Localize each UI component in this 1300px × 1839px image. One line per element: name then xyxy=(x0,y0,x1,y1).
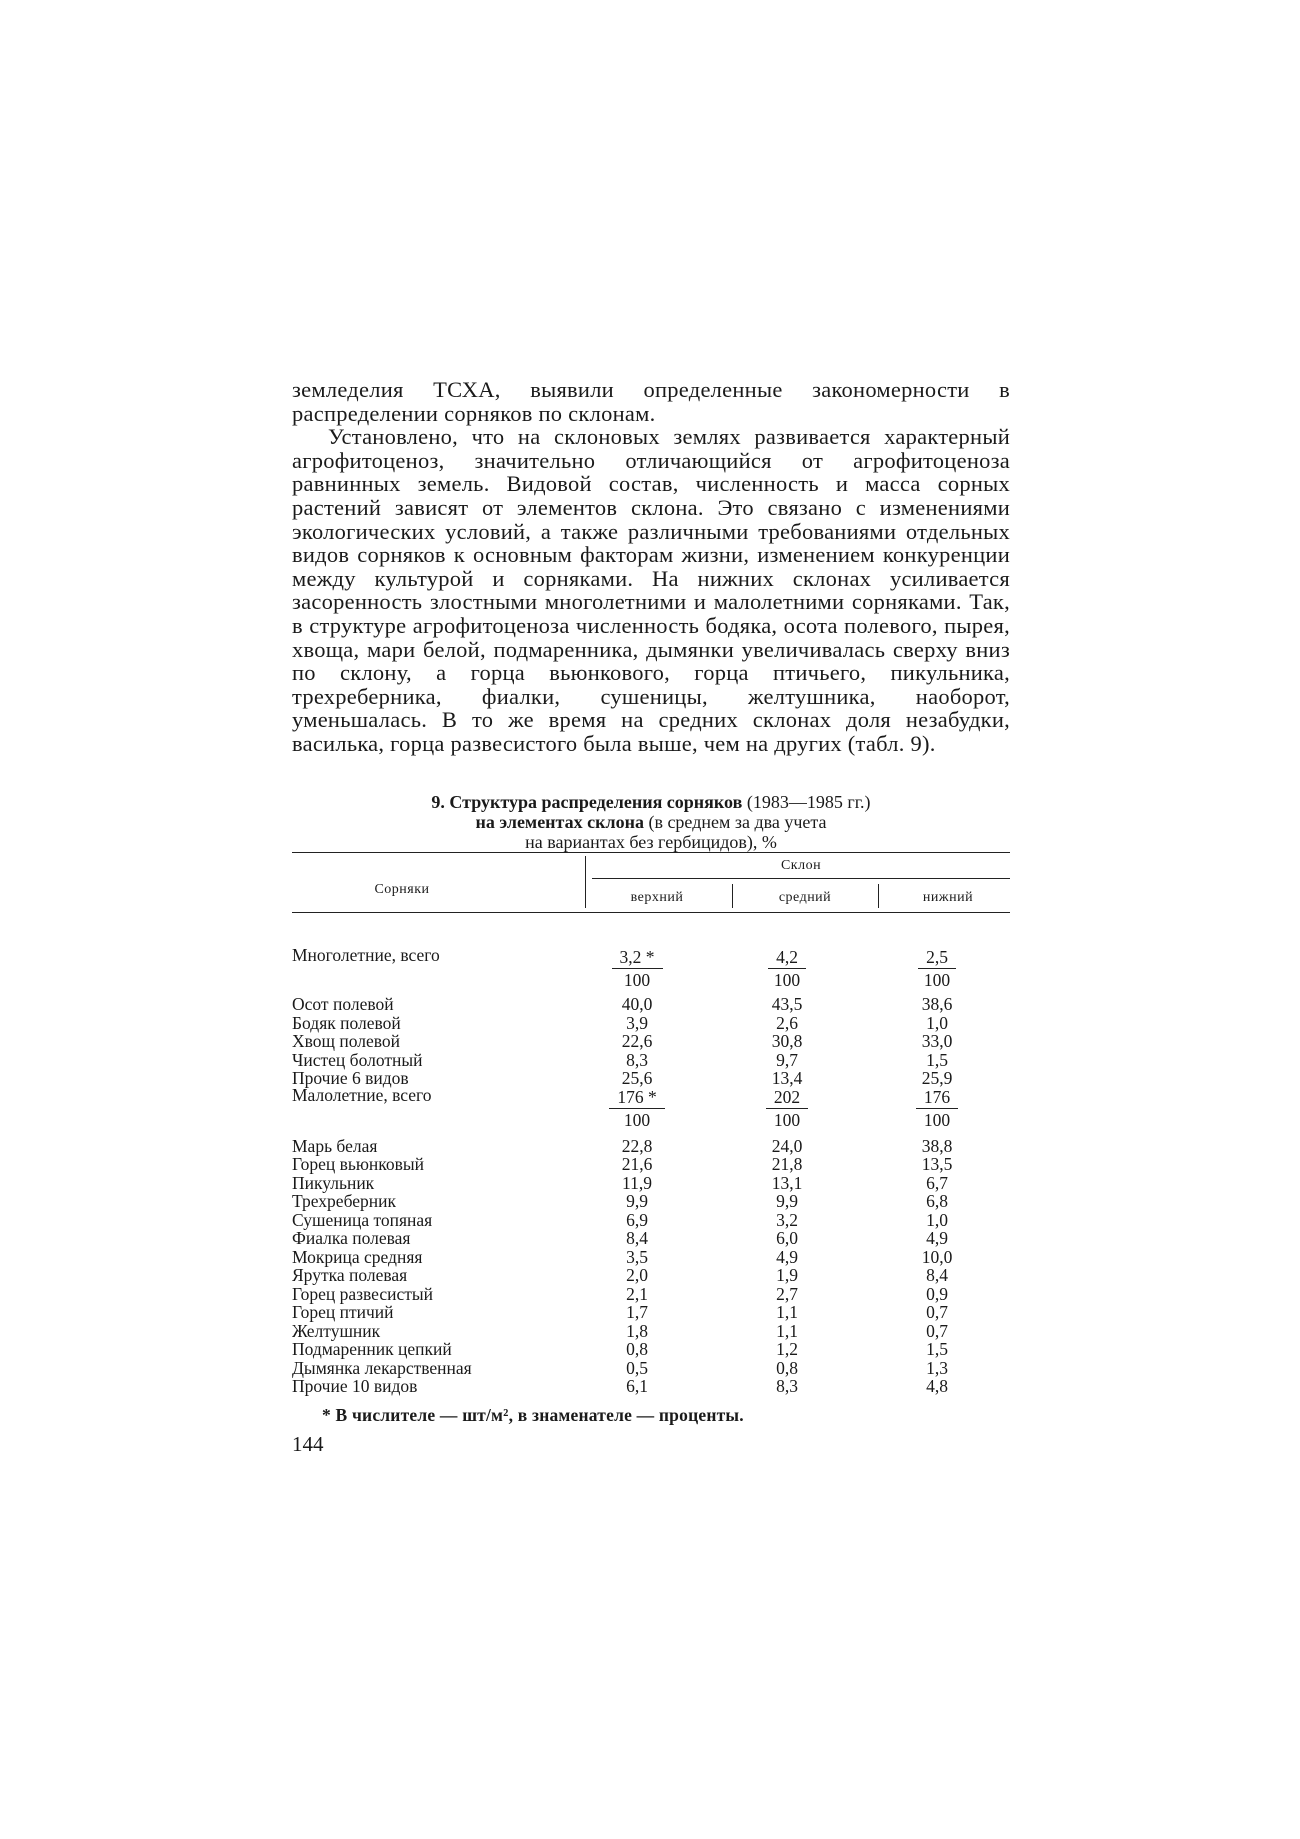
value-middle: 24,0 xyxy=(771,1135,803,1156)
table-row xyxy=(292,1137,1010,1156)
value-lower-count xyxy=(892,1086,982,1109)
table-row xyxy=(292,1359,1010,1378)
table-top-rule xyxy=(292,852,1010,853)
value-upper: 8,4 xyxy=(626,1228,648,1248)
table-row xyxy=(292,1051,1010,1070)
value-lower: 4,8 xyxy=(926,1376,948,1396)
row-label: Мокрица средняя xyxy=(292,1246,423,1267)
value-lower-percent: 100 xyxy=(923,1109,951,1130)
paragraph-1: земледелия ТСХА, выявили определенные закономерности в распределении сорняков по склонам. xyxy=(292,377,1010,426)
value-middle-count xyxy=(742,946,832,969)
value-lower: 1,5 xyxy=(926,1049,948,1070)
value-lower: 1,0 xyxy=(926,1209,948,1230)
table-header-rule xyxy=(292,912,1010,913)
value-middle: 3,2 xyxy=(776,1209,798,1230)
value-upper: 1,7 xyxy=(626,1302,648,1322)
row-label: Осот полевой xyxy=(292,994,394,1014)
value-upper: 1,8 xyxy=(626,1320,648,1341)
row-label: Горец вьюнковый xyxy=(292,1154,425,1174)
value-lower: 1,3 xyxy=(926,1357,948,1378)
value-upper: 22,8 xyxy=(621,1135,653,1156)
paragraph-2: Установлено, что на склоновых землях развивается характерный агрофитоценоз, значительно отличающийся от агрофитоценоза равнинных земель. Видовой состав, численность и масса сорных растений зависят от элементов склона. Это связано с изменениями экологических условий, а также различными требованиями отдельных видов сорняков к основным факторам жизни, изменением конкуренции между культурой и сорняками. На нижних склонах усиливается засоренность злостными многолетними и малолетними сорняками. Так, в структуре агрофитоценоза численность бодяка, осота полевого, пырея, хвоща, мари белой, подмаренника, дымянки увеличивалась сверху вниз по склону, а горца вьюнкового, горца птичьего, пикульника, трехреберника, фиалки, сушеницы, желтушника, наоборот, уменьшалась. В то же время на средних склонах доля незабудки, василька, горца развесистого была выше, чем на других (табл. 9). xyxy=(292,424,1010,756)
perennial-total-row-percent xyxy=(292,971,1010,990)
caption-title: 9. Структура распределения сорняков xyxy=(431,792,743,812)
value-lower: 10,0 xyxy=(921,1246,953,1267)
value-middle-count xyxy=(742,1086,832,1109)
table-row xyxy=(292,1285,1010,1304)
value-upper-percent: 100 xyxy=(623,1109,651,1130)
page-number: 144 xyxy=(292,1432,324,1456)
numerator: 176 xyxy=(916,1086,958,1109)
value-upper: 3,9 xyxy=(626,1012,648,1033)
table-row xyxy=(292,1377,1010,1396)
value-middle: 8,3 xyxy=(776,1376,798,1396)
row-label: Чистец болотный xyxy=(292,1049,423,1070)
value-upper: 2,0 xyxy=(626,1265,648,1285)
row-label: Дымянка лекарственная xyxy=(292,1357,472,1378)
table-row xyxy=(292,1211,1010,1230)
header-slope: Склон xyxy=(780,858,822,873)
value-middle: 1,1 xyxy=(776,1320,798,1341)
table-row xyxy=(292,1155,1010,1174)
value-middle: 2,7 xyxy=(776,1283,798,1304)
row-label: Хвощ полевой xyxy=(292,1031,401,1051)
value-middle: 13,1 xyxy=(771,1172,803,1193)
numerator: 4,2 xyxy=(768,946,806,969)
header-upper: верхний xyxy=(630,890,684,905)
header-middle: средний xyxy=(778,890,832,905)
table-row xyxy=(292,1340,1010,1359)
body-text xyxy=(292,378,1010,756)
table-row xyxy=(292,1014,1010,1033)
row-label: Малолетние, всего xyxy=(292,1084,432,1105)
row-label: Фиалка полевая xyxy=(292,1228,411,1248)
row-label: Пикульник xyxy=(292,1172,375,1193)
value-middle: 9,9 xyxy=(776,1191,798,1211)
header-divider-3 xyxy=(878,884,879,908)
value-lower: 13,5 xyxy=(921,1154,953,1174)
value-upper-count xyxy=(592,1086,682,1109)
value-middle: 1,1 xyxy=(776,1302,798,1322)
value-lower-count xyxy=(892,946,982,969)
value-lower: 0,7 xyxy=(926,1320,948,1341)
caption-line3: на вариантах без гербицидов), % xyxy=(525,832,777,852)
value-middle: 13,4 xyxy=(771,1068,803,1088)
value-lower: 38,6 xyxy=(921,994,953,1014)
table-row xyxy=(292,1266,1010,1285)
value-lower: 1,0 xyxy=(926,1012,948,1033)
annual-total-row xyxy=(292,1086,1010,1105)
value-middle-percent: 100 xyxy=(773,1109,801,1130)
value-upper: 6,9 xyxy=(626,1209,648,1230)
value-upper: 8,3 xyxy=(626,1049,648,1070)
row-label: Ярутка полевая xyxy=(292,1265,408,1285)
value-middle: 0,8 xyxy=(776,1357,798,1378)
value-middle: 4,9 xyxy=(776,1246,798,1267)
row-label: Многолетние, всего xyxy=(292,945,440,965)
value-lower: 0,9 xyxy=(926,1283,948,1304)
value-upper-percent: 100 xyxy=(623,970,651,990)
value-upper: 0,5 xyxy=(626,1357,648,1378)
value-upper: 22,6 xyxy=(621,1031,653,1051)
value-middle: 2,6 xyxy=(776,1012,798,1033)
value-middle: 21,8 xyxy=(771,1154,803,1174)
value-middle: 1,2 xyxy=(776,1339,798,1359)
header-divider-2 xyxy=(732,884,733,908)
numerator: 2,5 xyxy=(918,946,956,969)
value-middle: 43,5 xyxy=(771,994,803,1014)
caption-line2: (в среднем за два учета xyxy=(643,812,827,832)
row-label: Трехреберник xyxy=(292,1191,397,1211)
header-lower: нижний xyxy=(922,890,974,905)
table-row xyxy=(292,995,1010,1014)
value-upper-count xyxy=(592,946,682,969)
table-row xyxy=(292,1032,1010,1051)
table-row xyxy=(292,1303,1010,1322)
value-lower: 33,0 xyxy=(921,1031,953,1051)
row-label: Бодяк полевой xyxy=(292,1012,401,1033)
header-slope-rule xyxy=(592,878,1010,879)
value-lower: 8,4 xyxy=(926,1265,948,1285)
value-lower-percent: 100 xyxy=(923,970,951,990)
value-lower: 38,8 xyxy=(921,1135,953,1156)
row-label: Сушеница топяная xyxy=(292,1209,433,1230)
numerator: 202 xyxy=(766,1086,808,1109)
value-lower: 1,5 xyxy=(926,1339,948,1359)
value-lower: 6,8 xyxy=(926,1191,948,1211)
value-lower: 4,9 xyxy=(926,1228,948,1248)
row-label: Марь белая xyxy=(292,1135,378,1156)
row-label: Прочие 6 видов xyxy=(292,1068,409,1088)
value-upper: 11,9 xyxy=(622,1172,652,1193)
value-upper: 2,1 xyxy=(626,1283,648,1304)
perennial-total-row xyxy=(292,946,1010,965)
row-label: Прочие 10 видов xyxy=(292,1376,418,1396)
value-upper: 9,9 xyxy=(626,1191,648,1211)
numerator: 176 * xyxy=(609,1086,664,1109)
header-divider xyxy=(585,856,586,908)
value-upper: 40,0 xyxy=(621,994,653,1014)
value-middle: 30,8 xyxy=(771,1031,803,1051)
numerator: 3,2 * xyxy=(612,946,663,969)
table-row xyxy=(292,1229,1010,1248)
value-lower: 25,9 xyxy=(921,1068,953,1088)
table-row xyxy=(292,1192,1010,1211)
value-upper: 0,8 xyxy=(626,1339,648,1359)
caption-years: (1983—1985 гг.) xyxy=(742,792,871,812)
table-row xyxy=(292,1322,1010,1341)
row-label: Подмаренник цепкий xyxy=(292,1339,452,1359)
value-upper: 3,5 xyxy=(626,1246,648,1267)
value-middle-percent: 100 xyxy=(773,970,801,990)
table-footnote: * В числителе — шт/м², в знаменателе — проценты. xyxy=(322,1405,744,1425)
value-upper: 6,1 xyxy=(626,1376,648,1396)
value-lower: 0,7 xyxy=(926,1302,948,1322)
value-middle: 1,9 xyxy=(776,1265,798,1285)
value-lower: 6,7 xyxy=(926,1172,948,1193)
table-caption xyxy=(292,792,1010,852)
row-label: Горец птичий xyxy=(292,1302,394,1322)
header-weeds: Сорняки xyxy=(374,882,430,897)
table-row xyxy=(292,1174,1010,1193)
value-middle: 6,0 xyxy=(776,1228,798,1248)
row-label: Горец развесистый xyxy=(292,1283,434,1304)
table-row xyxy=(292,1248,1010,1267)
value-middle: 9,7 xyxy=(776,1049,798,1070)
value-upper: 21,6 xyxy=(621,1154,653,1174)
annual-total-row-percent xyxy=(292,1111,1010,1130)
caption-line2-bold: на элементах склона xyxy=(475,812,644,832)
row-label: Желтушник xyxy=(292,1320,381,1341)
value-upper: 25,6 xyxy=(621,1068,653,1088)
